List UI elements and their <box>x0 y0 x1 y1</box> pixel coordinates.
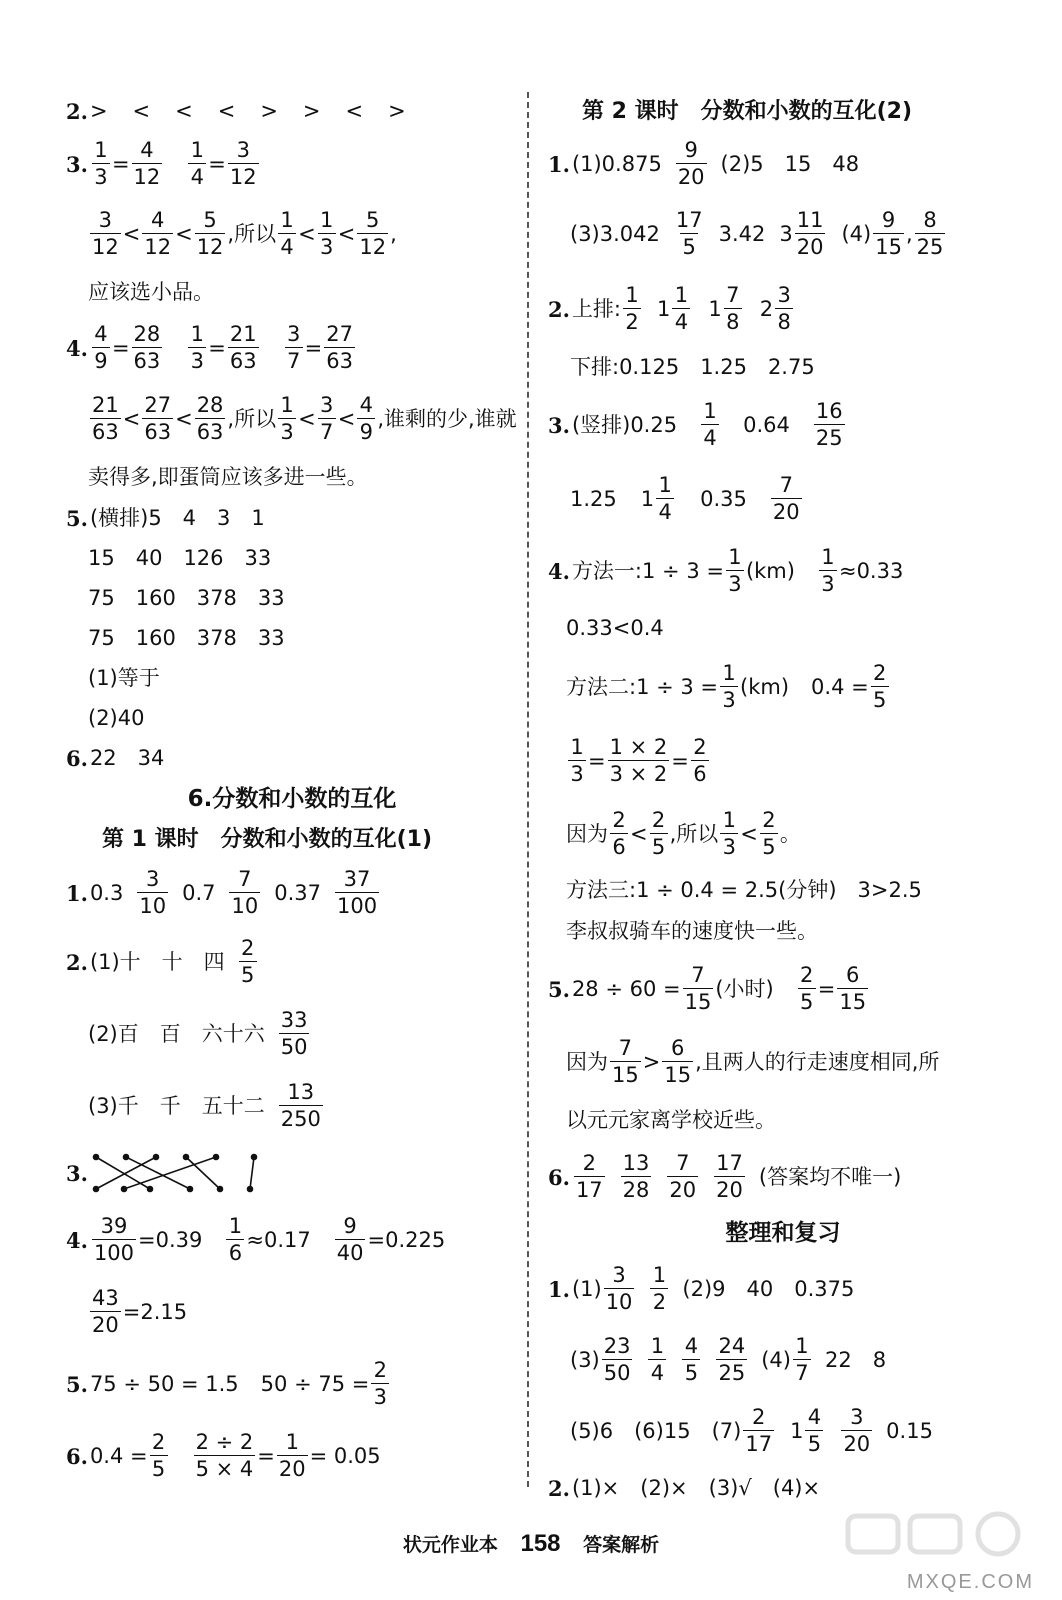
q3-conclusion: 应该选小品。 <box>88 279 214 304</box>
q5-head: 5. (横排)5 4 3 1 <box>66 505 265 531</box>
r-q2-line1: 2. 上排: 1 2 1 1 4 1 7 8 2 3 8 <box>548 272 1018 346</box>
r-q3-line1: 3. (竖排)0.25 1 4 0.64 16 25 <box>548 399 843 450</box>
r-r2-line: 2. (1)× (2)× (3)√ (4)× <box>548 1475 821 1501</box>
r-q2-line2: 下排:0.125 1.25 2.75 <box>570 354 815 379</box>
q6-line: 6. 22 34 <box>66 745 165 771</box>
r-q1-line1: 1. (1)0.875 9 20 (2)5 15 48 <box>548 138 860 189</box>
review-title: 整理和复习 <box>725 1220 841 1246</box>
q3-line2: 3 12 < 4 12 < 5 12 ,所以 1 4 < 1 3 < 5 12 , <box>92 208 397 259</box>
page-number: 158 <box>520 1530 561 1557</box>
r-r1-line2: (3) 23 50 1 4 4 5 24 25 (4) 1 7 22 8 <box>570 1334 887 1385</box>
r-q5-line1: 5. 28 ÷ 60 = $\frac{7}{15}$ (小时) 2 5 = 6 15 <box>548 963 867 1014</box>
fraction: 4 12 <box>133 138 161 189</box>
l1q2-line2: (2)百 百 六十六 33 50 <box>88 1008 308 1059</box>
q5-row1: 15 40 126 33 <box>88 545 272 570</box>
fraction: 1 3 <box>92 140 110 188</box>
l1q2-line1: 2. (1)十 十 四 2 5 <box>66 926 518 998</box>
mixed-number: 3 11 20 <box>779 208 824 259</box>
fraction: 3 12 <box>229 138 257 189</box>
r-q4-line5: 方法三:1 ÷ 0.4 = 2.5(分钟) 3>2.5 <box>566 877 922 902</box>
r-q4-conclusion: 李叔叔骑车的速度快一些。 <box>566 918 818 943</box>
section-title: 6.分数和小数的互化 <box>187 786 397 812</box>
r-q1-line2: (3)3.042 17 5 3.42 3 11 20 (4) 9 15 , 8 25 <box>570 208 944 259</box>
matching-lines-diagram <box>90 1151 260 1195</box>
r-q3-line2: 1.25 1 1 4 0.35 7 20 <box>570 473 800 524</box>
r-r1-line3: (5)6 (6)15 (7) 2 17 1 4 5 3 20 0.15 <box>570 1405 933 1456</box>
r-q6-line: 6. 2 17 13 28 7 20 17 20 (答案均不唯一) <box>548 1151 902 1202</box>
r-q4-line4: 因为 2 6 < 2 5 ,所以 1 3 < 2 5 。 <box>566 808 801 859</box>
r-r1-line1: 1. (1) 3 10 1 2 (2)9 40 0.375 <box>548 1263 855 1314</box>
q5-row2: 75 160 378 33 <box>88 585 285 610</box>
l1q4-line2: $\frac{43}{20}$ =2.15 <box>92 1286 188 1337</box>
q5-row3: 75 160 378 33 <box>88 625 285 650</box>
lesson1-title: 第 1 课时 分数和小数的互化(1) <box>102 827 433 852</box>
fraction: 1 4 <box>188 140 206 188</box>
r-q5-conclusion: 以元元家离学校近些。 <box>566 1107 776 1132</box>
q2-line: 2. > < < < > > < > <box>66 98 408 124</box>
r-q4-cmp: 0.33<0.4 <box>566 615 664 640</box>
l1q5-line: 5. 75 ÷ 50 = 1.5 50 ÷ 75 = $\frac{2}{3}$ <box>66 1348 518 1420</box>
l1q3-line: 3. <box>66 1142 518 1204</box>
q4-line2: 21 63 < 27 63 < 28 63 ,所以 1 3 < 3 7 < 4 9 ,谁剩的少,谁就 <box>92 393 517 444</box>
l1q4-line1: 4. $\frac{39}{100}$ =0.39 $\frac{1}{6}$ ≈0.17 $\frac{9}{40}$ =0.225 <box>66 1214 446 1265</box>
l1q6-line: 6. 0.4 = $\frac{2}{5}$ $\frac{2 \div 2}{5 \times 4}$ = $\frac{1}{20}$ = 0.05 <box>66 1430 381 1481</box>
lesson2-title: 第 2 课时 分数和小数的互化(2) <box>582 99 913 124</box>
footer-book-title: 状元作业本 <box>402 1534 498 1556</box>
l1q1-line: 1. 0.3 3 10 0.7 7 10 0.37 37 100 <box>66 867 378 918</box>
right-column <box>548 92 1018 1510</box>
q4-line1: 4. 4 9 = 28 63 1 3 = 21 63 3 7 = 27 63 <box>66 322 353 373</box>
r-q4-line2: 方法二:1 ÷ 3 = $\frac{1}{3}$ (km) 0.4 = $\frac{2}{5}$ <box>548 650 1018 724</box>
r-q4-line3: 1 3 = 1 × 2 3 × 2 = 2 6 <box>548 724 1018 798</box>
r-q4-line1: 4. 方法一:1 ÷ 3 = $\frac{1}{3}$ (km) $\frac{1}{3}$ ≈0.33 <box>548 545 904 596</box>
left-column <box>66 92 518 1492</box>
footer-section: 答案解析 <box>583 1534 660 1556</box>
q3-line1: 3. 1 3 = 4 12 1 4 = 3 12 <box>66 138 257 189</box>
q4-conclusion: 卖得多,即蛋筒应该多进一些。 <box>88 464 368 489</box>
l1q2-line3: (3)千 千 五十二 13 250 <box>88 1080 321 1131</box>
q5-sub2: (2)40 <box>88 705 145 730</box>
q5-sub1: (1)等于 <box>88 665 160 690</box>
r-q5-line2: 因为 7 15 > 6 15 ,且两人的行走速度相同,所 <box>566 1036 940 1087</box>
column-divider <box>527 92 529 1487</box>
watermark-text: MXQE.COM <box>906 1571 1034 1593</box>
